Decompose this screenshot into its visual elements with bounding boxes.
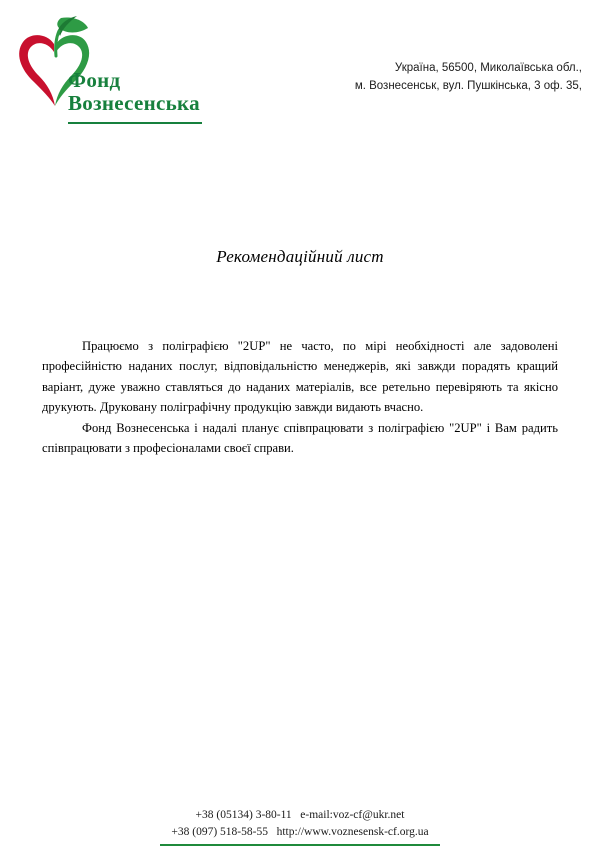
letterhead-footer — [0, 789, 600, 849]
logo-name-line2: Вознесенська — [68, 91, 200, 115]
address-line-1: Україна, 56500, Миколаївська обл., — [394, 62, 582, 74]
letter-paragraph-2: Фонд Вознесенська і надалі планує співпрацювати з поліграфією "2UP" і Вам радить співпрацювати з професіоналами своєї справи. — [42, 420, 558, 455]
footer-divider — [160, 844, 440, 846]
footer-contact-line-1: +38 (05134) 3-80-11 e-mail:voz-cf@ukr.net — [195, 809, 405, 822]
address-line-2: м. Вознесенськ, вул. Пушкінська, 3 оф. 35, — [354, 79, 582, 92]
letterhead-header — [0, 0, 600, 130]
letter-body — [42, 336, 558, 458]
document-title: Рекомендаційний лист — [216, 247, 384, 266]
letter-paragraph-1: Працюємо з поліграфією "2UP" не часто, по мірі необхідності але задоволені професійністю наданих послуг, відповідальністю менеджерів, які завжди порадять кращий варіант, дуже уважно ставляться до наданих матеріалів, все ретельно перевіряють та якісно друкують. Друковану поліграфічну продукцію завжди видають вчасно. — [42, 339, 558, 415]
logo-wordmark — [68, 70, 200, 114]
organization-logo — [14, 14, 204, 124]
organization-address — [252, 60, 582, 96]
footer-contacts — [0, 807, 600, 840]
logo-name-line1: Фонд — [68, 68, 121, 92]
logo-underline-rule — [68, 122, 202, 124]
footer-contact-line-2: +38 (097) 518-58-55 http://www.voznesensk-cf.org.ua — [171, 825, 429, 838]
